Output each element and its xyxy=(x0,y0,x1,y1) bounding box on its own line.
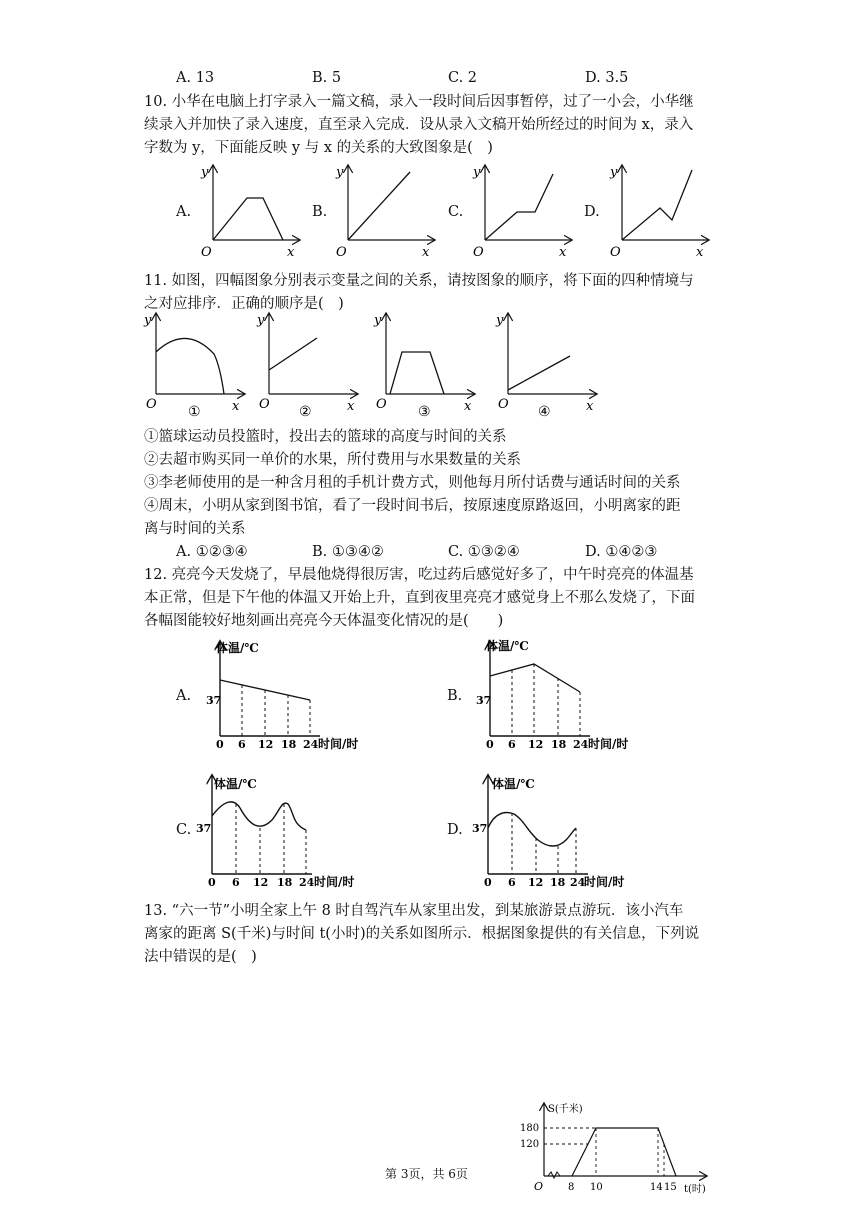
q13-graph xyxy=(514,1098,714,1198)
q11g3-y-label: y xyxy=(374,313,382,328)
q12a-xlabel: 时间/时 xyxy=(318,737,359,751)
q11g2-origin: O xyxy=(259,397,270,412)
q11-situation-1: ①篮球运动员投篮时，投出去的篮球的高度与时间的关系 xyxy=(144,429,507,445)
q12-line-1: 12. 亮亮今天发烧了，早晨他烧得很厉害，吃过药后感觉好多了，中午时亮亮的体温基 xyxy=(144,567,694,583)
q11g1-x-label: x xyxy=(232,399,240,414)
q11-line-2: 之对应排序．正确的顺序是( ) xyxy=(144,296,344,312)
q12c-xtick-0: 0 xyxy=(208,876,216,889)
q11-line-1: 11. 如图，四幅图象分别表示变量之间的关系，请按图象的顺序，将下面的四种情境与 xyxy=(144,273,694,289)
q12c-xtick-12: 12 xyxy=(253,876,269,889)
q12d-xlabel: 时间/时 xyxy=(584,875,625,889)
q13-ytick-120: 120 xyxy=(520,1139,540,1150)
q12a-ylabel: 体温/℃ xyxy=(216,641,259,655)
q12-line-2: 本正常，但是下午他的体温又开始上升，直到夜里亮亮才感觉身上不那么发烧了，下面 xyxy=(144,590,695,606)
q12b-xtick-18: 18 xyxy=(551,738,567,751)
q11g4-origin: O xyxy=(498,397,509,412)
q12b-xlabel: 时间/时 xyxy=(588,737,629,751)
q11-graph-number-3: ③ xyxy=(418,404,431,420)
q11-option-b: B. ①③④② xyxy=(312,544,384,560)
q13-line-3: 法中错误的是( ) xyxy=(144,949,257,965)
q10a-x-label: x xyxy=(287,245,295,260)
q10-line-2: 续录入并加快了录入速度，直至录入完成．设从录入文稿开始所经过的时间为 x，录入 xyxy=(144,117,694,133)
q11-option-c: C. ①③②④ xyxy=(448,544,520,560)
q13-xtick-8: 8 xyxy=(568,1182,575,1193)
q10-graph-a xyxy=(195,160,305,260)
q11-situation-4-cont: 离与时间的关系 xyxy=(144,521,246,537)
q13-xtick-14: 14 xyxy=(650,1182,663,1193)
q11-option-d: D. ①④②③ xyxy=(585,544,658,560)
q12d-xtick-6: 6 xyxy=(508,876,516,889)
q11g4-x-label: x xyxy=(586,399,594,414)
q13-line-1: 13. “六一节”小明全家上午 8 时自驾汽车从家里出发，到某旅游景点游玩．该小汽车 xyxy=(144,903,684,919)
q9-option-b: B. 5 xyxy=(312,70,342,86)
q11-situation-4: ④周末，小明从家到图书馆，看了一段时间书后，按原速度原路返回，小明离家的距 xyxy=(144,498,681,514)
q12a-xtick-12: 12 xyxy=(258,738,274,751)
q13-ytick-180: 180 xyxy=(520,1123,540,1134)
q10d-origin: O xyxy=(610,245,621,260)
q11-graph-number-2: ② xyxy=(299,404,312,420)
q12d-37: 37 xyxy=(472,822,488,835)
q11-graph-number-4: ④ xyxy=(538,404,551,420)
q12-graph-label-c: C. xyxy=(176,822,192,838)
q13-origin: O xyxy=(534,1180,544,1193)
q9-option-a: A. 13 xyxy=(176,70,215,86)
q11-graph-number-1: ① xyxy=(188,404,201,420)
q12d-xtick-0: 0 xyxy=(484,876,492,889)
q12-graph-a xyxy=(200,636,430,754)
q12-graph-d xyxy=(468,770,698,890)
q12b-ylabel: 体温/℃ xyxy=(486,639,529,653)
q11g4-y-label: y xyxy=(496,313,504,328)
q12a-xtick-18: 18 xyxy=(281,738,297,751)
q10d-x-label: x xyxy=(696,245,704,260)
q11g3-x-label: x xyxy=(464,399,472,414)
q11-graph-4 xyxy=(494,308,604,420)
q10b-origin: O xyxy=(336,245,347,260)
q10d-y-label: y xyxy=(610,165,618,180)
q12a-xtick-0: 0 xyxy=(216,738,224,751)
q12b-xtick-6: 6 xyxy=(508,738,516,751)
q12b-xtick-24: 24 xyxy=(573,738,589,751)
page-footer: 第 3页，共 6页 xyxy=(385,1167,468,1181)
q13-xtick-15: 15 xyxy=(664,1182,677,1193)
q11-graph-2 xyxy=(255,308,365,420)
q11-situation-2: ②去超市购买同一单价的水果，所付费用与水果数量的关系 xyxy=(144,452,521,468)
q10c-y-label: y xyxy=(473,165,481,180)
q12c-ylabel: 体温/℃ xyxy=(214,777,257,791)
q12a-37: 37 xyxy=(206,694,222,707)
q13-xtick-10: 10 xyxy=(590,1182,603,1193)
q11g1-y-label: y xyxy=(144,313,152,328)
q11-graph-3 xyxy=(372,308,482,420)
q12d-xtick-24: 24 xyxy=(570,876,586,889)
q10a-origin: O xyxy=(201,245,212,260)
q9-option-c: C. 2 xyxy=(448,70,478,86)
q12c-xtick-24: 24 xyxy=(299,876,315,889)
q12b-xtick-0: 0 xyxy=(486,738,494,751)
q12c-xtick-18: 18 xyxy=(277,876,293,889)
q10a-y-label: y xyxy=(201,165,209,180)
q11-graph-1 xyxy=(140,308,250,420)
q13-ylabel: S(千米) xyxy=(548,1104,583,1115)
q12-line-3: 各幅图能较好地刻画出亮亮今天体温变化情况的是( ) xyxy=(144,613,504,629)
q13-line-2: 离家的距离 S(千米)与时间 t(小时)的关系如图所示．根据图象提供的有关信息，下列说 xyxy=(144,926,700,942)
q10-graph-label-d: D. xyxy=(584,204,600,220)
q11g2-y-label: y xyxy=(257,313,265,328)
q12c-37: 37 xyxy=(196,822,212,835)
q12b-xtick-12: 12 xyxy=(528,738,544,751)
q9-option-d: D. 3.5 xyxy=(585,70,629,86)
q10-graph-c xyxy=(467,160,577,260)
q11-situation-3: ③李老师使用的是一种含月租的手机计费方式，则他每月所付话费与通话时间的关系 xyxy=(144,475,681,491)
q12d-xtick-18: 18 xyxy=(550,876,566,889)
q10-graph-label-a: A. xyxy=(176,204,192,220)
q11-option-a: A. ①②③④ xyxy=(176,544,248,560)
q12-graph-label-d: D. xyxy=(447,822,463,838)
q11g3-origin: O xyxy=(376,397,387,412)
q10b-y-label: y xyxy=(336,165,344,180)
q12a-xtick-6: 6 xyxy=(238,738,246,751)
q12d-ylabel: 体温/℃ xyxy=(492,777,535,791)
q10b-x-label: x xyxy=(422,245,430,260)
q10-line-1: 10. 小华在电脑上打字录入一篇文稿，录入一段时间后因事暂停，过了一小会，小华继 xyxy=(144,94,694,110)
q12b-37: 37 xyxy=(476,694,492,707)
q12-graph-c xyxy=(196,770,426,890)
q11g2-x-label: x xyxy=(347,399,355,414)
q12-graph-label-b: B. xyxy=(447,688,463,704)
q10-line-3: 字数为 y，下面能反映 y 与 x 的关系的大致图象是( ) xyxy=(144,140,493,156)
q12-graph-label-a: A. xyxy=(176,688,192,704)
q12a-xtick-24: 24 xyxy=(303,738,319,751)
q13-xlabel: t(时) xyxy=(684,1184,706,1195)
q12c-xlabel: 时间/时 xyxy=(314,875,355,889)
q11g1-origin: O xyxy=(146,397,157,412)
q10c-x-label: x xyxy=(559,245,567,260)
q10-graph-label-c: C. xyxy=(448,204,464,220)
q10-graph-d xyxy=(604,160,714,260)
q12d-xtick-12: 12 xyxy=(528,876,544,889)
q10-graph-label-b: B. xyxy=(312,204,328,220)
q10c-origin: O xyxy=(473,245,484,260)
q12-graph-b xyxy=(470,636,700,754)
q10-graph-b xyxy=(330,160,440,260)
q12c-xtick-6: 6 xyxy=(232,876,240,889)
